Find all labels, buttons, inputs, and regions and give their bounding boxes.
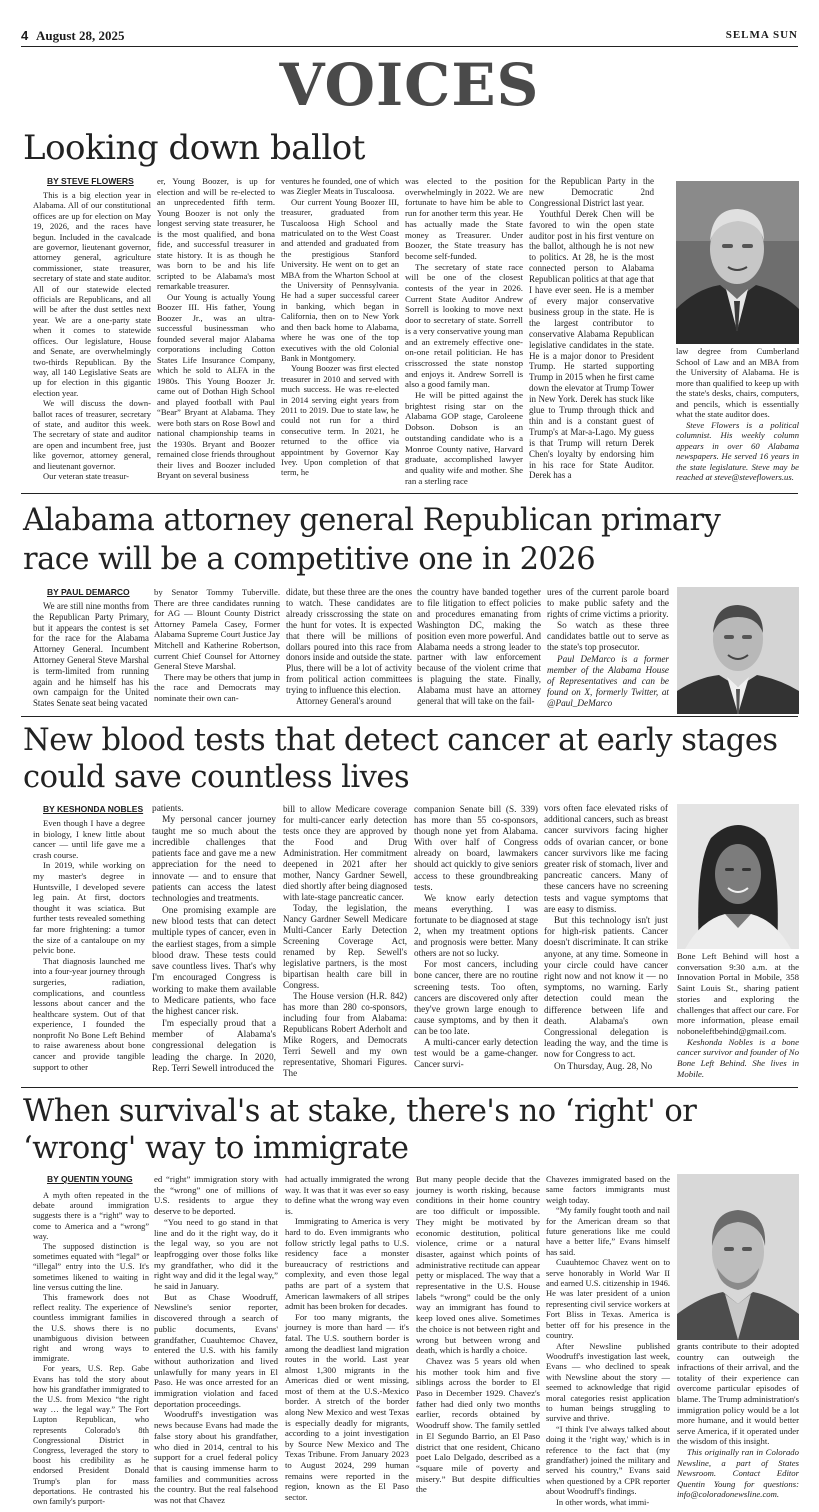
article-4-column-3: had actually immigrated the wrong way. It was that it was ever so easy to define what the wrong way even is. Immigrating to America is very hard to do. Even immigrants who follow strictly legal paths to U.S. residency face a monster bureaucracy of restrictions and complexity, and even those legal paths are part of a system that American lawmakers of all stripes admit has been broken for decades. For too many migrants, the journey is more than hard — it's fatal. The U.S. southern border is among the deadliest land migration routes in the world. Last year almost 1,300 migrants in the Americas died or went missing, most of them at the U.S.-Mexico border. A stretch of the border along New Mexico and west Texas is especially deadly for migrants, according to a joint investigation by Source New Mexico and The Texas Tribune. From January 2023 to August 2024, 299 human remains were reported in the region, known as the El Paso sector. xyxy=(285,1174,409,1502)
byline-article-4: BY QUENTIN YOUNG xyxy=(47,1174,133,1184)
author-photo-quentin-young xyxy=(677,1174,799,1340)
article-3-column-5: vors often face elevated risks of additional cancers, such as breast cancer survivors facing higher odds of ovarian cancer, or bone cancer survivors like me facing greater risk of stomach, liver and pancreatic cancers. Many of these cancers have no screening tests and vague symptoms that are easy to dismiss. But this technology isn't just for high-risk patients. Cancer doesn't discriminate. It can strike anyone, at any time. Someone in your circle could have cancer right now and not know it — no symptoms, no warning. Early detection could mean the difference between life and death. Alabama's own Congressional delegation is leading the way, and the time is now for Congress to act. On Thursday, Aug. 28, No xyxy=(544,804,668,1072)
article-2-column-5: ures of the current parole board to make public safety and the rights of crime victims a priority. So watch as these three candidates battle out to serve as the state's top prosecutor. Paul DeMarco is a former member of the Alabama House of Representatives and can be found on X, formerly Twitter, at @Paul_DeMarco xyxy=(547,587,669,708)
article-3-column-4: companion Senate bill (S. 339) has more than 55 co-sponsors, though none yet from Alabama. With over half of Congress already on board, lawmakers should act quickly to give seniors access to these groundbreaking tests. We know early detection means everything. I was fortunate to be diagnosed at stage 2, when my treatment options and prognosis were better. Many others are not so lucky. For most cancers, including bone cancer, there are no routine screening tests. Too often, cancers are discovered only after they've grown large enough to cause symptoms, and by then it can be too late. A multi-cancer early detection test would be a game-changer. Cancer survi- xyxy=(414,804,538,1070)
article-3-column-3: bill to allow Medicare coverage for multi-cancer early detection tests once they are approved by the Food and Drug Administration. Her commitment deepened in 2021 after her mother, Nancy Gardner Sewell, died shortly after being diagnosed with late-stage pancreatic cancer. Today, the legislation, the Nancy Gardner Sewell Medicare Multi-Cancer Early Detection Screening Coverage Act, renamed by Rep. Sewell's legislative partners, is the most bipartisan health care bill in Congress. The House version (H.R. 842) has more than 280 co-sponsors, including four from Alabama: Republicans Robert Aderholt and Mike Rogers, and Democrats Terri Sewell and my own representative, Shomari Figures. The xyxy=(283,804,407,1078)
author-photo-paul-demarco xyxy=(677,587,799,714)
article-4-column-1: A myth often repeated in the debate around immigration suggests there is a “right” way to come to America and a “wrong” way. The supposed distinction is sometimes equated with “legal” or “illegal” entry into the U.S. It's sometimes likened to waiting in line versus cutting the line. This framework does not reflect reality. The experience of countless immigrant families in the U.S. shows there is no unambiguous division between right and wrong ways to immigrate. For years, U.S. Rep. Gabe Evans has told the story about how his grandfather immigrated to the U.S. from Mexico “the right way … the legal way.” The Fort Lupton Republican, who represents Colorado's 8th Congressional District in Congress, leveraged the story to boost his credibility as he endorsed President Donald Trump's plan for mass deportations. He contrasted his own family's purport- xyxy=(33,1191,149,1507)
article-4-column-5: Chavezes immigrated based on the same factors immigrants must weigh today. “My family fought tooth and nail for the American dream so that future generations like me could have a better life,” Evans himself has said. Cuauhtemoc Chavez went on to serve honorably in World War II and earned U.S. citizenship in 1946. He was later president of a union representing civil service workers at Fort Bliss in Texas. America is better off for his presence in the country. After Newsline published Woodruff's investigation last week, Evans — who declined to speak with Newsline about the story — seemed to acknowledge that rigid moral categories resist application to human beings struggling to survive and thrive. “I think I've always talked about doing it the ‘right way,' which is in reference to the fact that (my grandfather) joined the military and served his country,” Evans said when questioned by a CPR reporter about Woodruff's findings. In other words, what immi- xyxy=(546,1174,670,1507)
issue-date: August 28, 2025 xyxy=(36,28,125,43)
section-title: VOICES xyxy=(279,51,540,119)
article-divider-3 xyxy=(21,1087,798,1088)
article-4-column-4: But many people decide that the journey is worth risking, because conditions in their home country are too difficult or impossible. They might be motivated by economic destitution, political violence, crime or a natural disaster, against which points of administrative rectitude can appear petty or misplaced. The way that a representative in the U.S. House labels “wrong” could be the only way an immigrant has found to keep loved ones alive. Sometimes the choice is not between right and wrong but between wrong and death, which is hardly a choice. Chavez was 5 years old when his mother took him and five siblings across the border to El Paso in December 1929. Chavez's father had died only two months earlier, records obtained by Woodruff show. The family settled in El Segundo Barrio, an El Paso district that one resident, Chicano poet Lalo Delgado, described as a “square mile of poverty and misery.” But despite difficulties the xyxy=(416,1174,540,1495)
headline-article-3: New blood tests that detect cancer at early stages could save countless lives xyxy=(23,723,778,795)
article-3-column-2: patients. My personal cancer journey taught me so much about the incredible challenges that patients face and gave me a new appreciation for the need to innovate — and to ensure that patients can access the latest technologies and treatments. One promising example are new blood tests that can detect multiple types of cancer, even in the earliest stages, from a simple blood draw. These tests could save countless lives. That's why I'm encouraged Congress is working to make them available to Medicare patients, who face the highest cancer risk. I'm especially proud that a member of Alabama's congressional delegation is leading the charge. In 2020, Rep. Terri Sewell introduced the xyxy=(152,804,276,1074)
article-divider-1 xyxy=(21,493,798,494)
article-2-column-3: didate, but these three are the ones to watch. These candidates are already crisscrossing the state on the hunt for votes. It is expected that there will be millions of dollars poured into this race from donors inside and outside the state. Plus, there will be a lot of activity from political action committees trying to influence this election. Attorney General's around xyxy=(286,587,412,707)
article-2-column-2: by Senator Tommy Tuberville. There are three candidates running for AG — Blount County District Attorney Pamela Casey, Former Alabama Supreme Court Justice Jay Mitchell and Katherine Robertson, current Chief Counsel for Attorney General Steve Marshal. There may be others that jump in the race and Democrats may nominate their own can- xyxy=(154,587,280,703)
author-bio-paul-demarco: Paul DeMarco is a former member of the Alabama House of Representatives and can be found on X, formerly Twitter, at @Paul_DeMarco xyxy=(547,653,669,708)
byline-article-3: BY KESHONDA NOBLES xyxy=(43,804,144,814)
article-2-column-1: We are still nine months from the Republican Party Primary, but it appears the contest is set for the race for the Alabama Attorney General. Incumbent Attorney General Steve Marshal is term-limited from running again and he himself has his own campaign for the United States Senate seat being vacated xyxy=(33,601,149,709)
article-2-column-4: the country have banded together to file litigation to effect policies and procedures emanating from Washington DC, making the position even more powerful. And Alabama needs a strong leader to partner with law enforcement because of the violent crime that is plaguing the state. Finally, Alabama must have an attorney general that will take on the fail- xyxy=(417,587,541,707)
headline-article-1: Looking down ballot xyxy=(23,128,365,168)
page-header xyxy=(0,0,819,56)
byline-article-2: BY PAUL DEMARCO xyxy=(47,587,130,597)
headline-article-2: Alabama attorney general Republican primary race will be a competitive one in 2026 xyxy=(23,503,721,577)
page-number: 4 xyxy=(21,28,29,43)
article-4-sidebar-text: grants contribute to their adopted country can outweigh the infractions of their arrival, and the totality of their experience can overcome particular episodes of blame. The Trump administration's immigration policy would be a lot more humane, and it would better serve America, if it operated under the wisdom of this insight. This originally ran in Colorado Newsline, a part of States Newsroom. Contact Editor Quentin Young for questions: info@coloradonewsline.com. xyxy=(677,1341,799,1500)
article-divider-2 xyxy=(21,716,798,717)
article-1-sidebar-text: law degree from Cumberland School of Law and an MBA from the University of Alabama. He is more than qualified to keep up with the state's desks, chairs, computers, and pencils, which is essentially what the state auditor does. Steve Flowers is a political columnist. His weekly column appears in over 60 Alabama newspapers. He served 16 years in the state legislature. Steve may be reached at steve@steveflowers.us. xyxy=(676,346,799,482)
article-1-column-4: was elected to the position overwhelmingly in 2022. We are fortunate to have him be able to run for another term this year. He has actually made the State money as Treasurer. Under Boozer, the State treasury has become self-funded. The secretary of state race will be one of the closest contests of the year in 2026. Current State Auditor Andrew Sorrell is looking to move next door to secretary of state. Sorrell is a very conservative young man and an extremely effective one-on-one retail politician. He has crisscrossed the state nonstop and enjoys it. Andrew Sorrell is also a good family man. He will be pitted against the brightest rising star on the Alabama GOP stage, Caroleene Dobson. Dobson is an outstanding candidate who is a Monroe County native, Harvard graduate, accomplished lawyer and quality wife and mother. She ran a sterling race xyxy=(405,176,523,486)
article-1-column-5: for the Republican Party in the new Democratic 2nd Congressional District last year. Youthful Derek Chen will be favored to win the open state auditor post in his first venture on the ballot, although he is not new to politics. At 28, he is the most connected person to Alabama Republican politics at that age that I have ever seen. He is a member of every major conservative business group in the state. He is the largest contributor to conservative Alabama Republican legislative candidates in the state. He is a major donor to President Trump. He started supporting Trump in 2015 when he first came down the elevator at Trump Tower in New York. Derek has stuck like glue to Trump through thick and thin and is a constant guest of Trump's at Mar-a-Lago. My guess is that Trump will return Derek Chen's loyalty by endorsing him in his race for State Auditor. Derek has a xyxy=(529,176,654,481)
author-photo-steve-flowers xyxy=(676,181,799,344)
article-3-sidebar-text: Bone Left Behind will host a conversation 9:30 a.m. at the Innovation Portal in Mobile, 358 Saint Louis St., sharing patient stories and exploring the challenges that affect our care. For more information, please email noboneleftbehind@gmail.com. Keshonda Nobles is a bone cancer survivor and founder of No Bone Left Behind. She lives in Mobile. xyxy=(677,951,799,1079)
author-bio-quentin-young: This originally ran in Colorado Newsline, a part of States Newsroom. Contact Editor Quentin Young for questions: info@coloradonewsline.com. xyxy=(677,1446,799,1500)
author-bio-steve-flowers: Steve Flowers is a political columnist. His weekly column appears in over 60 Alabama newspapers. He served 16 years in the state legislature. Steve may be reached at steve@steveflowers.us. xyxy=(676,419,799,482)
article-4-column-2: ed “right” immigration story with the “wrong” one of millions of U.S. residents to argue they deserve to be deported. “You need to go stand in that line and do it the right way, do it the legal way, so you are not leapfrogging over those folks like my grandfather, who did it the right way and did it the legal way,” he said in January. But as Chase Woodruff, Newsline's senior reporter, discovered through a search of public documents, Evans' grandfather, Cuauhtemoc Chavez, entered the U.S. with his family without authorization and lived unlawfully for many years in El Paso. He was once arrested for an immigration violation and faced deportation proceedings. Woodruff's investigation was news because Evans had made the false story about his grandfather, who died in 2014, central to his support for a cruel federal policy that is causing immense harm to families and communities across the country. But the real falsehood was not that Chavez xyxy=(154,1174,278,1506)
article-1-column-2: er, Young Boozer, is up for election and will be re-elected to an unprecedented fifth term. Young Boozer is not only the longest serving state treasurer, he is the most qualified, and bona fide, and successful treasurer in state history. It is as though he was born to be and his life scripted to be Alabama's most remarkable treasurer. Our Young is actually Young Boozer III. His father, Young Boozer Jr., was an ultra-successful businessman who founded several major Alabama corporations including Cotton States Life Insurance Company, which he sold to ALFA in the 1980s. This Young Boozer Jr. came out of Dothan High School and played football with Paul “Bear” Bryant at Alabama. They were both stars on Rose Bowl and national championship teams in the 1930s. Bryant and Boozer remained close friends throughout their lives and Boozer included Bryant on several business xyxy=(157,176,275,480)
header-rule xyxy=(21,46,798,47)
author-bio-keshonda-nobles: Keshonda Nobles is a bone cancer survivor and founder of No Bone Left Behind. She lives in Mobile. xyxy=(677,1036,799,1079)
article-1-column-3: ventures he founded, one of which was Ziegler Meats in Tuscaloosa. Our current Young Boozer III, treasurer, graduated from Tuscaloosa High School and matriculated on to the West Coast and attended and graduated from the prestigious Stanford University. He went on to get an MBA from the Wharton School at the University of Pennsylvania. He had a super successful career in banking, which began in California, then on to New York and then back home to Alabama, where he was one of the top executives with the old Colonial Bank in Montgomery. Young Boozer was first elected treasurer in 2010 and served with much success. He was re-elected in 2014 serving eight years from 2011 to 2019. Due to state law, he could not run for a third consecutive term. In 2021, he returned to the office via appointment by Governor Kay Ivey. Upon completion of that term, he xyxy=(281,176,399,478)
newspaper-name: SELMA SUN xyxy=(725,29,798,41)
byline-article-1: BY STEVE FLOWERS xyxy=(47,176,134,186)
author-photo-keshonda-nobles xyxy=(677,804,799,949)
article-3-column-1: Even though I have a degree in biology, I knew little about cancer — until life gave me a crash course. In 2019, while working on my master's degree in Huntsville, I developed severe leg pain. At first, doctors thought it was sciatica. But further tests revealed something far more frightening: a tumor the size of a cantaloupe on my pelvic bone. That diagnosis launched me into a four-year journey through surgeries, radiation, complications, and countless lessons about cancer and the healthcare system. Out of that experience, I founded the nonprofit No Bone Left Behind to raise awareness about bone cancer and provide tangible support to other xyxy=(33,818,145,1072)
article-1-column-1: This is a big election year in Alabama. All of our constitutional offices are up for election on May 19, 2026, and the races have begun. Included in the cavalcade are governor, lieutenant governor, attorney general, agriculture commissioner, state treasurer, secretary of state and state auditor. All of our statewide elected officials are Republicans, and all will be after the dust settles next year. We are a one-party state when it comes to statewide offices. Our legislature, House and Senate, are overwhelmingly two-thirds Republican. By the way, all 140 Legislative Seats are up for election in this gigantic election year. We will discuss the down-ballot races of treasurer, secretary of state, and auditor this week. The secretary of state and auditor are open and incumbent free, just like governor, attorney general, and lieutenant governor. Our veteran state treasur- xyxy=(33,190,151,481)
headline-article-4: When survival's at stake, there's no ‘right' or ‘wrong' way to immigrate xyxy=(23,1094,697,1166)
